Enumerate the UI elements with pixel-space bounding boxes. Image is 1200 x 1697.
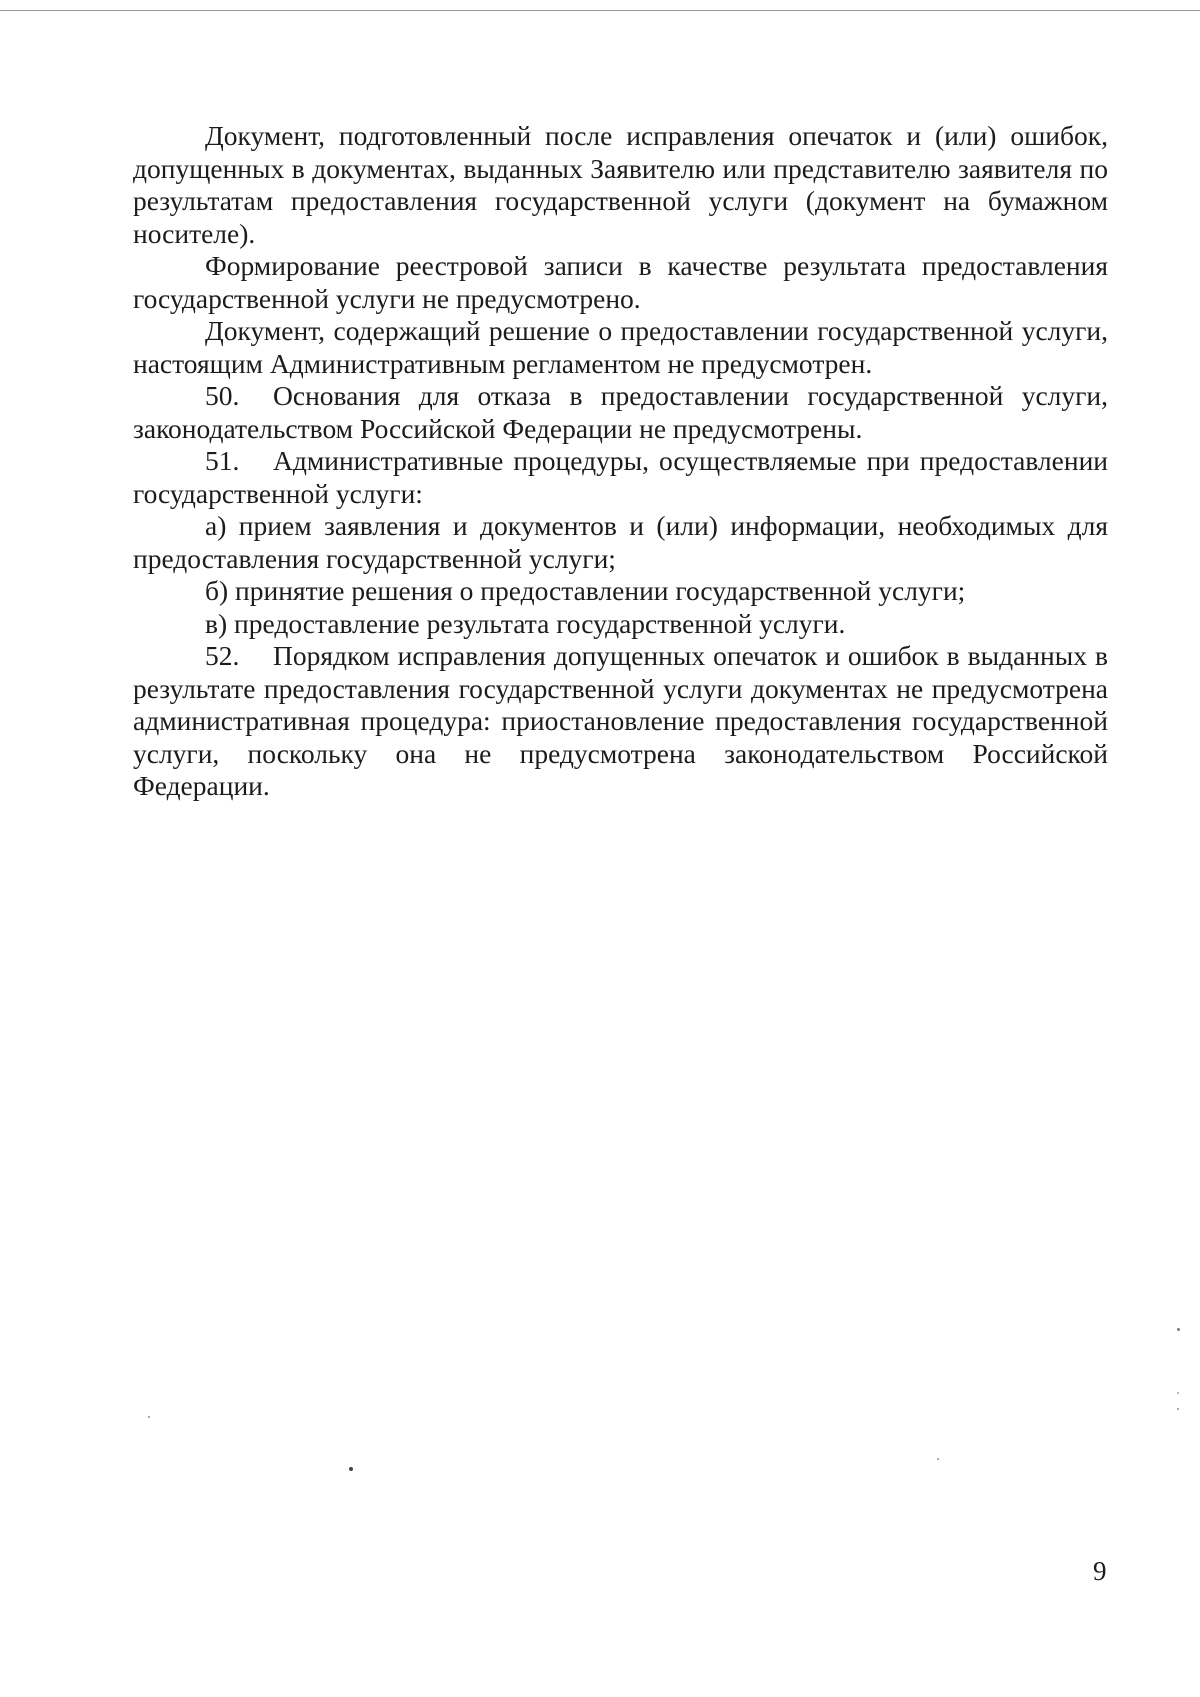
scan-speck xyxy=(937,1458,939,1460)
paragraph-52 xyxy=(133,640,1108,803)
paragraph-number: 52. xyxy=(205,640,240,671)
paragraph-51 xyxy=(133,445,1108,510)
paragraph-text: Формирование реестровой записи в качестве результата предоставления государственной услуги не предусмотрено. xyxy=(133,250,1108,314)
paragraph-text: Документ, подготовленный после исправления опечаток и (или) ошибок, допущенных в документах, выданных Заявителю или представителю заявителя по результатам предоставления государственной услуги (документ на бумажном носителе). xyxy=(133,120,1108,249)
scan-speck xyxy=(1177,1328,1180,1331)
paragraph-number: 50. xyxy=(205,380,240,411)
list-item-a xyxy=(133,510,1108,575)
paragraph-50 xyxy=(133,380,1108,445)
list-item-text: в) предоставление результата государственной услуги. xyxy=(205,607,846,639)
list-item-b xyxy=(133,575,1108,608)
paragraph-text: Административные процедуры, осуществляемые при предоставлении государственной услуги: xyxy=(133,445,1108,509)
paragraph-corrected-document xyxy=(133,120,1108,250)
paragraph-decision-document xyxy=(133,315,1108,380)
document-body xyxy=(133,120,1108,803)
scan-speck xyxy=(148,1416,150,1418)
list-item-text: а) прием заявления и документов и (или) информации, необходимых для предоставления государственной услуги; xyxy=(133,510,1108,574)
paragraph-text: Основания для отказа в предоставлении государственной услуги, законодательством Российской Федерации не предусмотрены. xyxy=(133,380,1108,444)
paragraph-text: Порядком исправления допущенных опечаток и ошибок в выданных в результате предоставления государственной услуги документах не предусмотрена административная процедура: приостановление предоставления государственной услуги, поскольку она не предусмотрена законодательством Российской Федерации. xyxy=(133,640,1108,801)
list-item-text: б) принятие решения о предоставлении государственной услуги; xyxy=(205,575,966,606)
page-number: 9 xyxy=(1093,1556,1107,1586)
paragraph-registry-record xyxy=(133,250,1108,315)
paragraph-number: 51. xyxy=(205,445,240,476)
paragraph-text: Документ, содержащий решение о предоставлении государственной услуги, настоящим Административным регламентом не предусмотрен. xyxy=(133,315,1108,379)
list-item-v xyxy=(133,608,1108,641)
scan-speck xyxy=(1177,1392,1179,1394)
scan-top-edge xyxy=(0,10,1200,11)
scan-speck xyxy=(349,1467,353,1471)
scan-speck xyxy=(1177,1408,1179,1410)
